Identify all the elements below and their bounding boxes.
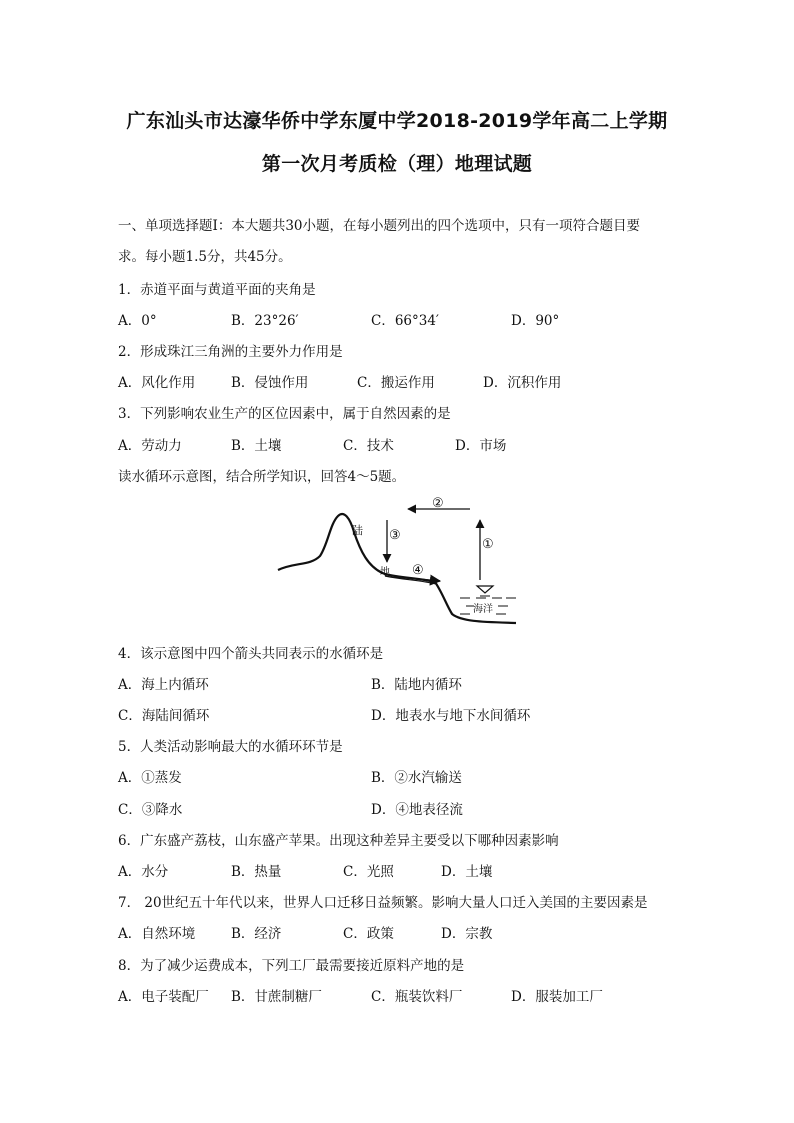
label-land-1: 陆 [352, 524, 363, 537]
question-1-option-c: C．66°34′ [371, 313, 440, 329]
question-6-option-d: D．土壤 [441, 864, 493, 880]
question-3-option-b: B．土壤 [231, 438, 282, 454]
question-4-option-a: A．海上内循环 [118, 677, 209, 693]
question-5-option-d: D．④地表径流 [371, 802, 463, 818]
question-1-option-a: A．0° [118, 313, 157, 329]
section-header-line-1: 一、单项选择题Ⅰ：本大题共30小题，在每小题列出的四个选项中，只有一项符合题目要 [118, 218, 641, 234]
question-4-option-c: C．海陆间循环 [118, 708, 210, 724]
label-ocean: 海洋 [473, 604, 493, 615]
question-5-stem: 5．人类活动影响最大的水循环环节是 [118, 739, 343, 755]
question-7-option-a: A．自然环境 [118, 926, 196, 942]
question-2-option-a: A．风化作用 [118, 375, 196, 391]
water-cycle-diagram [270, 492, 530, 632]
question-8-stem: 8．为了减少运费成本，下列工厂最需要接近原料产地的是 [118, 958, 465, 974]
question-4-option-d: D．地表水与地下水间循环 [371, 708, 531, 724]
question-2-option-b: B．侵蚀作用 [231, 375, 309, 391]
question-2-option-d: D．沉积作用 [483, 375, 562, 391]
reading-prompt: 读水循环示意图，结合所学知识，回答4～5题。 [118, 469, 406, 485]
question-3-stem: 3．下列影响农业生产的区位因素中，属于自然因素的是 [118, 406, 451, 422]
question-3-option-c: C．技术 [343, 438, 394, 454]
question-4-option-b: B．陆地内循环 [371, 677, 462, 693]
question-8-option-d: D．服装加工厂 [511, 989, 603, 1005]
question-5-option-a: A．①蒸发 [118, 770, 182, 786]
question-1-option-b: B．23°26′ [231, 313, 299, 329]
question-1-option-d: D．90° [511, 313, 560, 329]
question-6-stem: 6．广东盛产荔枝，山东盛产苹果。出现这种差异主要受以下哪种因素影响 [118, 833, 559, 849]
question-5-option-b: B．②水汽输送 [371, 770, 462, 786]
question-1-stem: 1．赤道平面与黄道平面的夹角是 [118, 282, 316, 298]
question-3-option-a: A．劳动力 [118, 438, 182, 454]
question-7-option-c: C．政策 [343, 926, 394, 942]
question-7-stem: 7． 20世纪五十年代以来，世界人口迁移日益频繁。影响大量人口迁入美国的主要因素是 [118, 895, 648, 911]
section-header-line-2: 求。每小题1.5分，共45分。 [118, 249, 292, 265]
water-level-icon [477, 586, 493, 593]
label-arrow-3: ③ [389, 528, 401, 543]
question-8-option-b: B．甘蔗制糖厂 [231, 989, 322, 1005]
question-4-stem: 4．该示意图中四个箭头共同表示的水循环是 [118, 646, 384, 662]
title-line-2: 第一次月考质检（理）地理试题 [261, 153, 533, 175]
label-arrow-4: ④ [412, 563, 424, 578]
question-7-option-b: B．经济 [231, 926, 282, 942]
question-6-option-a: A．水分 [118, 864, 169, 880]
question-7-option-d: D．宗教 [441, 926, 493, 942]
label-arrow-1: ① [482, 537, 494, 552]
question-2-option-c: C．搬运作用 [357, 375, 435, 391]
label-land-2: 地 [380, 567, 390, 578]
question-6-option-c: C．光照 [343, 864, 394, 880]
question-3-option-d: D．市场 [455, 438, 507, 454]
title-line-1: 广东汕头市达濠华侨中学东厦中学2018-2019学年高二上学期 [126, 110, 668, 132]
question-5-option-c: C．③降水 [118, 802, 183, 818]
question-8-option-a: A．电子装配厂 [118, 989, 209, 1005]
question-2-stem: 2．形成珠江三角洲的主要外力作用是 [118, 344, 343, 360]
question-8-option-c: C．瓶装饮料厂 [371, 989, 463, 1005]
label-arrow-2: ② [432, 496, 444, 511]
question-6-option-b: B．热量 [231, 864, 282, 880]
